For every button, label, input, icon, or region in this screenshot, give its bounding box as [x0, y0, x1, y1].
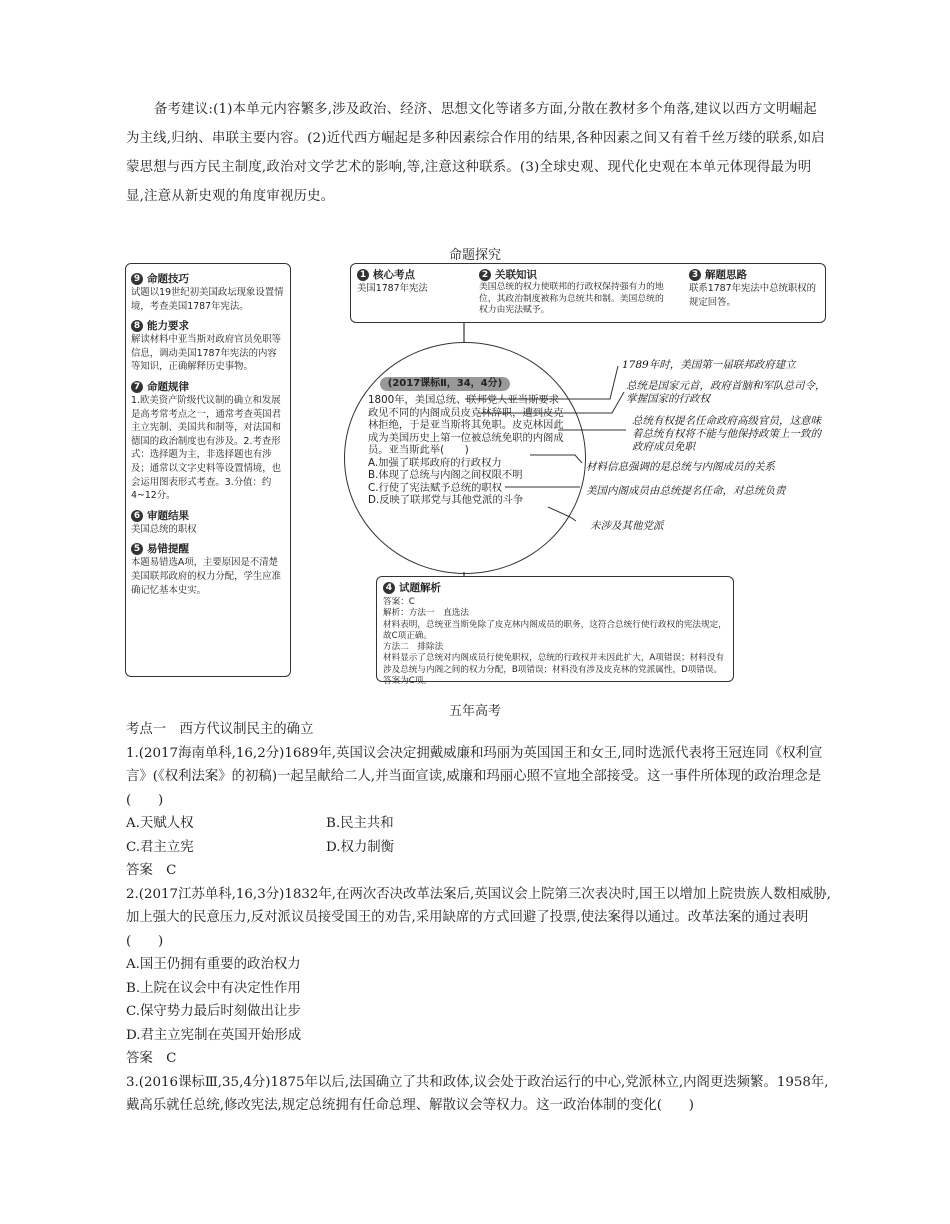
- question-1-options: [126, 812, 836, 836]
- section-text: 美国总统的权力使联邦的行政权保持强有力的地位，其政治制度被称为总统共和制。美国总统的权力由宪法赋予。: [479, 282, 664, 315]
- analysis-line: 材料表明，总统亚当斯免除了皮克林内阁成员的职务，这符合总统行使行政权的宪法规定，故C项正确。: [383, 619, 727, 641]
- section-text: 1.欧美资产阶级代议制的确立和发展是高考常考点之一，通常考查英国君主立宪制、美国共和制等，对法国和德国的政治制度也有涉及。2.考查形式：选择题为主，非选择题也有涉及；通常以文字史料等设置情境，也会运用图表形式考查。3.分值：约4~12分。: [131, 394, 282, 502]
- section-title: 解题思路: [705, 269, 747, 281]
- handwritten-note: 总统有权提名任命政府高级官员，这意味着总统有权将不能与他保持政策上一致的政府成员免职: [632, 415, 821, 453]
- number-badge: 8: [131, 320, 143, 332]
- option: B.上院在议会中有决定性作用: [126, 980, 301, 996]
- section-text: 本题易错选A项，主要原因是不清楚美国联邦政府的权力分配，学生应准确记忆基本史实。: [131, 557, 282, 596]
- section-text: 联系1787年宪法中总统职权的规定回答。: [689, 283, 816, 308]
- analysis-panel: [376, 576, 734, 687]
- option: C.保守势力最后时刻做出让步: [126, 1004, 301, 1019]
- section-text: 美国1787年宪法: [357, 283, 428, 294]
- question-source-badge: (2017课标Ⅱ，34，4分): [380, 377, 510, 391]
- handwritten-note: 未涉及其他党派: [590, 520, 664, 532]
- question-option: B.体现了总统与内阁之间权限不明: [368, 469, 523, 481]
- question-block: [368, 394, 568, 507]
- option: D.权力制衡: [326, 839, 395, 855]
- section-title: 关联知识: [495, 269, 537, 281]
- number-badge: 9: [131, 273, 143, 285]
- number-badge: 2: [479, 269, 491, 281]
- question-stem: 1800年，美国总统、联邦党人亚当斯要求政见不同的内阁成员皮克林辞职，遭到皮克林拒绝，于是亚当斯将其免职。皮克林因此成为美国历史上第一位被总统免职的内阁成员。亚当斯此举( ): [368, 394, 564, 456]
- section-text: 解读材料中亚当斯对政府官员免职等信息，调动美国1787年宪法的内容等知识，正确解释历史事物。: [131, 334, 282, 373]
- option: D.君主立宪制在英国开始形成: [126, 1027, 302, 1043]
- section-title: 审题结果: [147, 509, 189, 522]
- section-title-five-years: 五年高考: [448, 704, 501, 719]
- section-title: 核心考点: [373, 269, 415, 281]
- question-option: C.行使了宪法赋予总统的职权: [368, 481, 503, 494]
- kaodian-heading: 考点一 西方代议制民主的确立: [126, 722, 314, 737]
- option: A.国王仍拥有重要的政治权力: [126, 957, 301, 972]
- handwritten-note: 材料信息强调的是总统与内阁成员的关系: [586, 461, 775, 473]
- number-badge: 5: [131, 543, 143, 555]
- section-title: 命题技巧: [147, 273, 189, 285]
- handwritten-note: 1789年时，美国第一届联邦政府建立: [622, 359, 796, 371]
- question-2-text: 2.(2017江苏单科,16,3分)1832年,在两次否决改革法案后,英国议会上院第三次表决时,国王以增加上院贵族人数相威胁,加上强大的民意压力,反对派议员接受国王的劝告,采用缺席的方式回避了投票,使法案得以通过。改革法案的通过表明( ): [126, 886, 831, 949]
- question-1-text: 1.(2017海南单科,16,2分)1689年,英国议会决定拥戴威廉和玛丽为英国国王和女王,同时选派代表将王冠连同《权利宣言》(《权利法案》的初稿)一起呈献给二人,并当面宣读,威廉和玛丽心照不宣地全部接受。这一事件所体现的政治理念是( ): [126, 745, 823, 808]
- number-badge: 3: [689, 269, 701, 281]
- analysis-line: 方法二 排除法: [383, 642, 444, 653]
- handwritten-note: 美国内阁成员由总统提名任命，对总统负责: [586, 485, 786, 497]
- answer: 答案 C: [126, 1051, 177, 1066]
- answer: 答案 C: [126, 863, 177, 878]
- question-option: A.加强了联邦政府的行政权力: [368, 456, 502, 469]
- analysis-line: 材料显示了总统对内阁成员行使免职权，总统的行政权并未因此扩大，A项错误；材料没有涉及总统与内阁之间的权力分配，B项错误；材料没有涉及皮克林的党派属性，D项错误。答案为C项。: [383, 653, 725, 687]
- section-title: 命题规律: [147, 380, 189, 393]
- analysis-text: [383, 597, 727, 687]
- option: A.天赋人权: [126, 816, 194, 831]
- section-text: 试题以19世纪初美国政坛现象设置情境，考查美国1787年宪法。: [131, 287, 284, 312]
- section-title: 试题解析: [399, 582, 441, 594]
- section-title: 能力要求: [147, 320, 189, 333]
- question-option: D.反映了联邦党与其他党派的斗争: [368, 494, 524, 506]
- study-advice-paragraph: 备考建议:(1)本单元内容繁多,涉及政治、经济、思想文化等诸多方面,分散在教材多个角落,建议以西方文明崛起为主线,归纳、串联主要内容。(2)近代西方崛起是多种因素综合作用的结果,各种因素之间又有着千丝万缕的联系,如启蒙思想与西方民主制度,政治对文学艺术的影响,等,注意这种联系。(3)全球史观、现代化史观在本单元体现得最为明显,注意从新史观的角度审视历史。: [126, 102, 825, 204]
- analysis-line: 答案：C: [383, 597, 415, 607]
- option: C.君主立宪: [126, 839, 194, 855]
- handwritten-note: 总统是国家元首，政府首脑和军队总司令，掌握国家的行政权: [626, 380, 826, 405]
- figure-title: 命题探究: [448, 248, 501, 263]
- number-badge: 6: [131, 510, 143, 522]
- number-badge: 7: [131, 381, 143, 393]
- section-text: 美国总统的职权: [131, 523, 197, 535]
- number-badge: 4: [383, 582, 395, 594]
- section-title: 易错提醒: [147, 543, 189, 556]
- option: B.民主共和: [326, 816, 394, 831]
- question-3-text: 3.(2016课标Ⅲ,35,4分)1875年以后,法国确立了共和政体,议会处于政治运行的中心,党派林立,内阁更迭频繁。1958年,戴高乐就任总统,修改宪法,规定总统拥有任命总理、解散议会等权力。这一政治体制的变化( ): [126, 1074, 829, 1113]
- analysis-line: 解析：方法一 直选法: [383, 608, 469, 619]
- questions-body: [126, 718, 836, 1118]
- number-badge: 1: [357, 269, 369, 281]
